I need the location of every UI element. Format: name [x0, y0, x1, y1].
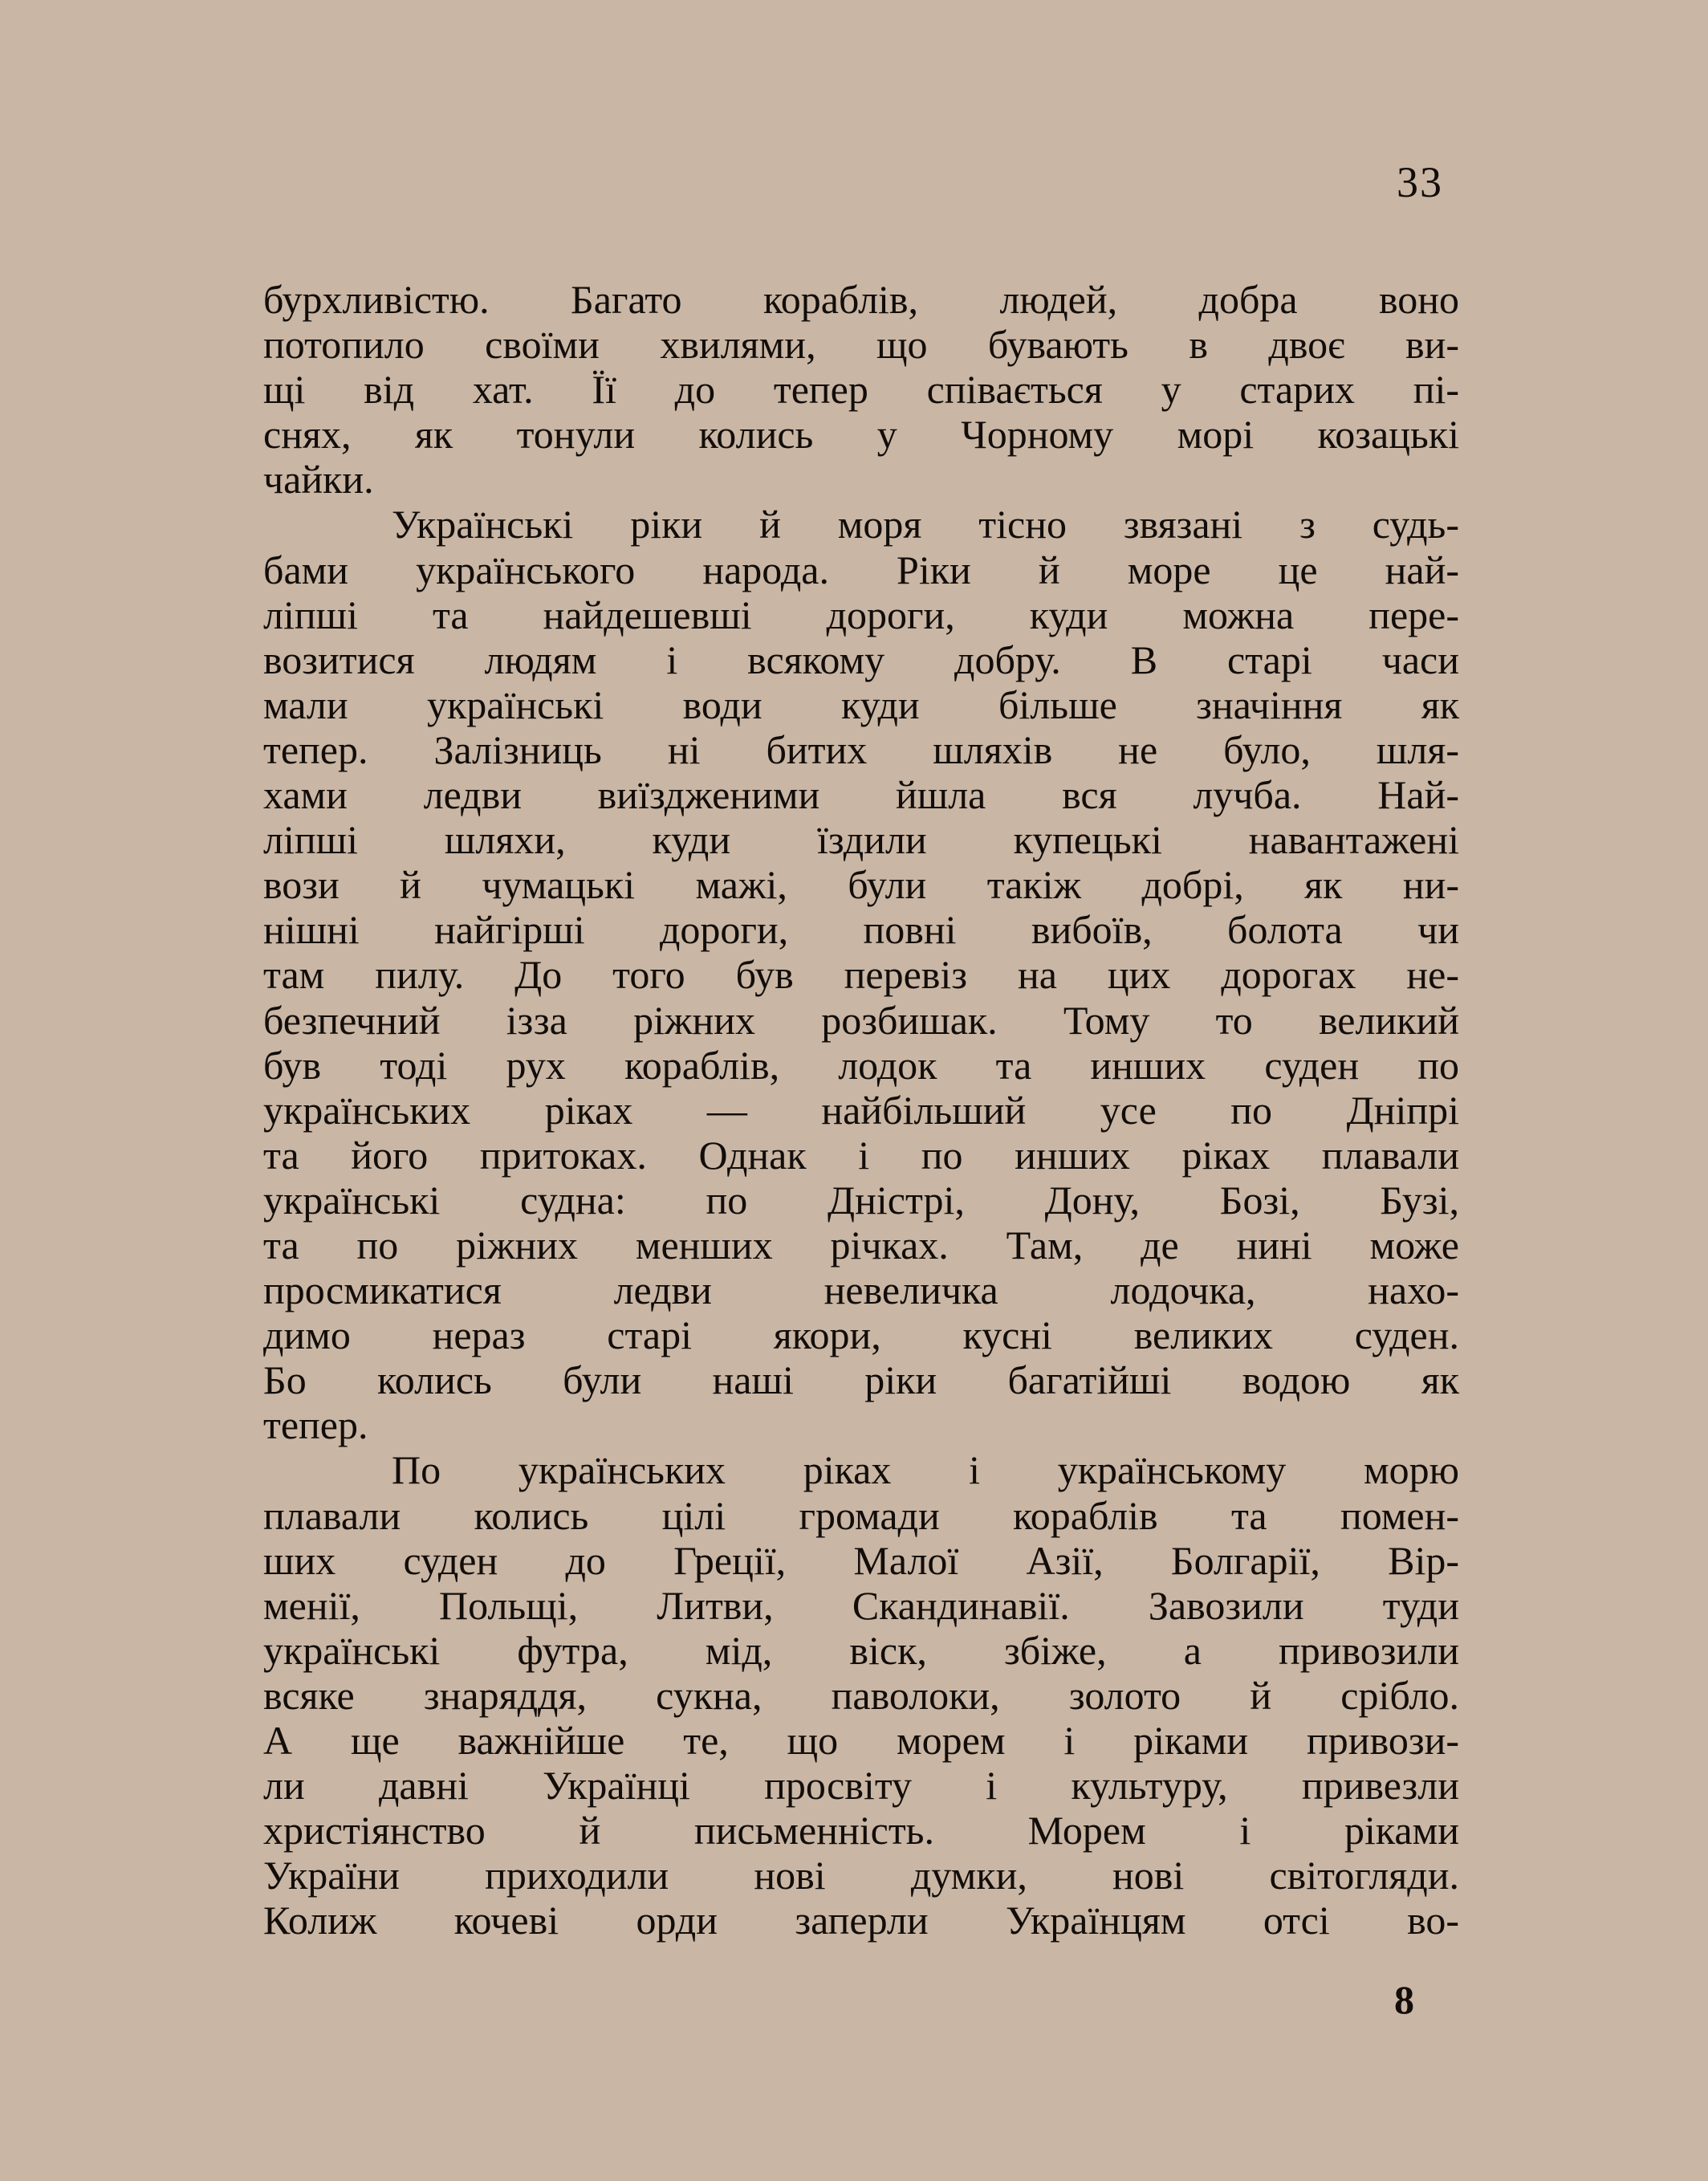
text-line: України приходили нові думки, нові світогляди.: [263, 1853, 1459, 1898]
text-line: та його притоках. Однак і по инших ріках плавали: [263, 1132, 1459, 1178]
text-line: чайки.: [263, 457, 374, 503]
text-line: христіянство й письменність. Морем і ріками: [263, 1808, 1459, 1853]
text-line: там пилу. До того був перевіз на цих дорогах не-: [263, 952, 1459, 998]
text-line: просмикатися ледви невеличка лодочка, нахо-: [263, 1268, 1459, 1313]
text-line: бурхливістю. Багато кораблів, людей, добра воно: [263, 277, 1459, 322]
text-line: хами ледви виїздженими йшла вся лучба. Най-: [263, 772, 1459, 818]
text-line: щі від хат. Її до тепер співається у старих пі-: [263, 367, 1459, 413]
text-line: українські футра, мід, віск, збіже, а привозили: [263, 1627, 1459, 1673]
text-line: та по ріжних менших річках. Там, де нині може: [263, 1222, 1459, 1268]
text-line: возитися людям і всякому добру. В старі часи: [263, 637, 1459, 682]
text-line: нішні найгірші дороги, повні вибоїв, болота чи: [263, 907, 1459, 953]
text-line: По українських ріках і українському морю: [392, 1447, 1459, 1493]
text-line: А ще важнійше те, що морем і ріками привози-: [263, 1718, 1459, 1763]
text-line: мали українські води куди більше значіння як: [263, 682, 1459, 727]
text-line: тепер. Залізниць ні битих шляхів не було, шля-: [263, 726, 1459, 772]
text-line: бами українського народа. Ріки й море це най-: [263, 547, 1459, 592]
text-line: українських ріках — найбільший усе по Дніпрі: [263, 1087, 1459, 1133]
text-line: безпечний ізза ріжних розбишак. Тому то великий: [263, 997, 1459, 1043]
page-number: 33: [1397, 158, 1443, 206]
text-line: українські судна: по Дністрі, Дону, Бозі, Бузі,: [263, 1177, 1459, 1223]
text-line: димо нераз старі якори, кусні великих суден.: [263, 1312, 1459, 1358]
text-line: був тоді рух кораблів, лодок та инших суден по: [263, 1042, 1459, 1088]
text-line: Колиж кочеві орди заперли Українцям отсі во-: [263, 1898, 1459, 1943]
text-line: потопило своїми хвилями, що бувають в двоє ви-: [263, 322, 1459, 368]
text-line: ли давні Українці просвіту і культуру, привезли: [263, 1763, 1459, 1809]
text-line: менії, Польщі, Литви, Скандинавії. Завозили туди: [263, 1582, 1459, 1628]
text-line: Українські ріки й моря тісно звязані з судь-: [392, 502, 1459, 547]
text-line: Бо колись були наші ріки багатійші водою як: [263, 1357, 1459, 1403]
body-text: [263, 277, 1459, 1943]
text-line: плавали колись цілі громади кораблів та помен-: [263, 1492, 1459, 1538]
text-line: ліпші шляхи, куди їздили купецькі навантажені: [263, 817, 1459, 863]
text-line: ліпші та найдешевші дороги, куди можна пере-: [263, 592, 1459, 637]
text-line: снях, як тонули колись у Чорному морі козацькі: [263, 412, 1459, 458]
text-line: тепер.: [263, 1402, 368, 1448]
signature-mark: 8: [1394, 1977, 1414, 2022]
text-line: ших суден до Греції, Малої Азії, Болгарії, Вір-: [263, 1537, 1459, 1583]
text-line: всяке знаряддя, сукна, паволоки, золото й срібло.: [263, 1672, 1459, 1718]
text-line: вози й чумацькі мажі, були такіж добрі, як ни-: [263, 862, 1459, 908]
